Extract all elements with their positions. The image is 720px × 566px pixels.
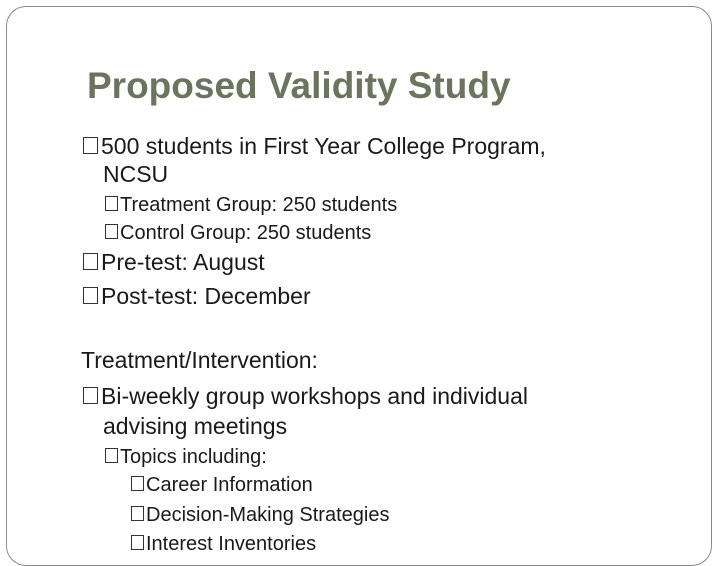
bullet-item-interest-inventories [131, 534, 316, 554]
bullet-text: Interest Inventories [146, 533, 317, 555]
heading-text: Treatment/Intervention: [81, 347, 318, 373]
bullet-text: Decision-Making Strategies [146, 504, 390, 526]
bullet-item-treatment-group [105, 195, 397, 215]
bullet-box-icon [131, 476, 144, 491]
bullet-box-icon [83, 387, 98, 404]
bullet-text: NCSU [103, 161, 169, 187]
bullet-continuation [103, 163, 168, 186]
bullet-box-icon [83, 253, 98, 270]
bullet-box-icon [105, 224, 118, 239]
bullet-text: Pre-test: August [101, 249, 265, 275]
bullet-item-career-info [131, 475, 313, 495]
bullet-text: Control Group: 250 students [120, 222, 372, 244]
bullet-box-icon [83, 137, 98, 154]
bullet-text: Topics including: [120, 446, 267, 468]
bullet-text: advising meetings [103, 413, 288, 439]
bullet-text: Career Information [146, 474, 313, 496]
bullet-item-decision-making [131, 505, 389, 525]
bullet-item-workshops [83, 385, 528, 408]
bullet-box-icon [131, 506, 144, 521]
bullet-item-students [83, 135, 546, 158]
bullet-text: Bi-weekly group workshops and individual [101, 383, 529, 409]
bullet-text: 500 students in First Year College Program, [101, 133, 546, 159]
bullet-item-post-test [83, 285, 311, 308]
bullet-item-topics [105, 447, 267, 467]
bullet-text: Treatment Group: 250 students [120, 194, 398, 216]
bullet-item-control-group [105, 223, 371, 243]
slide-frame [6, 6, 712, 566]
bullet-box-icon [105, 196, 118, 211]
section-heading [81, 349, 318, 372]
bullet-box-icon [131, 535, 144, 550]
bullet-text: Post-test: December [101, 283, 311, 309]
bullet-item-pre-test [83, 251, 265, 274]
bullet-continuation [103, 415, 287, 438]
slide-title: Proposed Validity Study [87, 65, 511, 106]
bullet-box-icon [105, 448, 118, 463]
bullet-box-icon [83, 287, 98, 304]
